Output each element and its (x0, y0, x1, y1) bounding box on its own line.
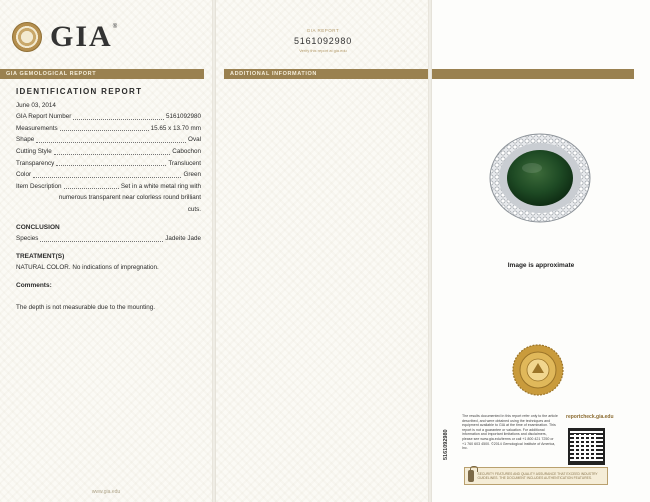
gia-report-number: 5161092980 (293, 36, 353, 46)
row-transparency: Transparency Translucent (16, 159, 201, 167)
identification-report (16, 86, 201, 313)
report-title: IDENTIFICATION REPORT (16, 87, 143, 96)
gia-gold-seal-icon (512, 344, 564, 396)
report-date: June 03, 2014 (16, 101, 56, 109)
comments-text: The depth is not measurable due to the mounting. (16, 303, 155, 311)
row-cutting-style: Cutting Style Cabochon (16, 147, 201, 155)
row-color: Color Green (16, 171, 201, 179)
qr-code[interactable] (568, 428, 605, 465)
verify-text: Verify this report at gia.edu (299, 48, 347, 53)
gia-seal-icon (12, 22, 42, 52)
treatments-text: NATURAL COLOR. No indications of impregnation. (16, 264, 159, 272)
row-measurements: Measurements 15.65 x 13.70 mm (16, 124, 201, 132)
image-approximate-caption: Image is approximate (507, 262, 575, 269)
item-description-line-3: cuts. (187, 205, 201, 213)
comments-heading: Comments: (16, 281, 52, 289)
row-item-description: Item Description Set in a white metal ring with (16, 182, 201, 190)
conclusion-heading: CONCLUSION (16, 223, 60, 231)
lock-icon (468, 470, 474, 482)
item-description-line-2: numerous transparent near colorless round brilliant (58, 194, 201, 202)
security-features-box (464, 467, 608, 485)
gia-report-label: GIA REPORT (306, 28, 340, 33)
gia-wordmark: GIA (50, 20, 113, 53)
row-report-number: GIA Report Number 5161092980 (16, 113, 201, 121)
row-shape: Shape Oval (16, 136, 201, 144)
banner-gemological-report: GIA GEMOLOGICAL REPORT (0, 69, 204, 79)
registered-mark: ® (112, 24, 118, 30)
side-report-number: 5161092980 (443, 429, 449, 460)
gia-logo (12, 20, 117, 54)
banner-additional-information: ADDITIONAL INFORMATION (224, 69, 430, 79)
banner-right (432, 69, 634, 79)
footer-website: www.gia.edu (91, 489, 121, 495)
reportcheck-link[interactable]: reportcheck.gia.edu (566, 414, 614, 420)
row-species: Species Jadeite Jade (16, 235, 201, 243)
treatments-heading: TREATMENT(S) (16, 252, 65, 260)
report-number-header (216, 28, 430, 53)
security-text: SECURITY FEATURES AND QUALITY ASSURANCE THAT EXCEED INDUSTRY GUIDELINES. THE DOCUMENT INCLUDES AUTHENTICATION FEATURES. (477, 472, 598, 480)
disclaimer-text: The results documented in this report refer only to the article described, and were obtained using the techniques and equipment available to GIA at the time of examination. This report is not a guarantee or valuation. For additional information and important limitations and disclaimers, please see www.gia.edu/terms or call +1 800 421 7250 or +1 760 603 4500. ©2014 Gemological Institute of America, Inc. (462, 414, 558, 451)
jadeite-ring-image (488, 132, 592, 224)
